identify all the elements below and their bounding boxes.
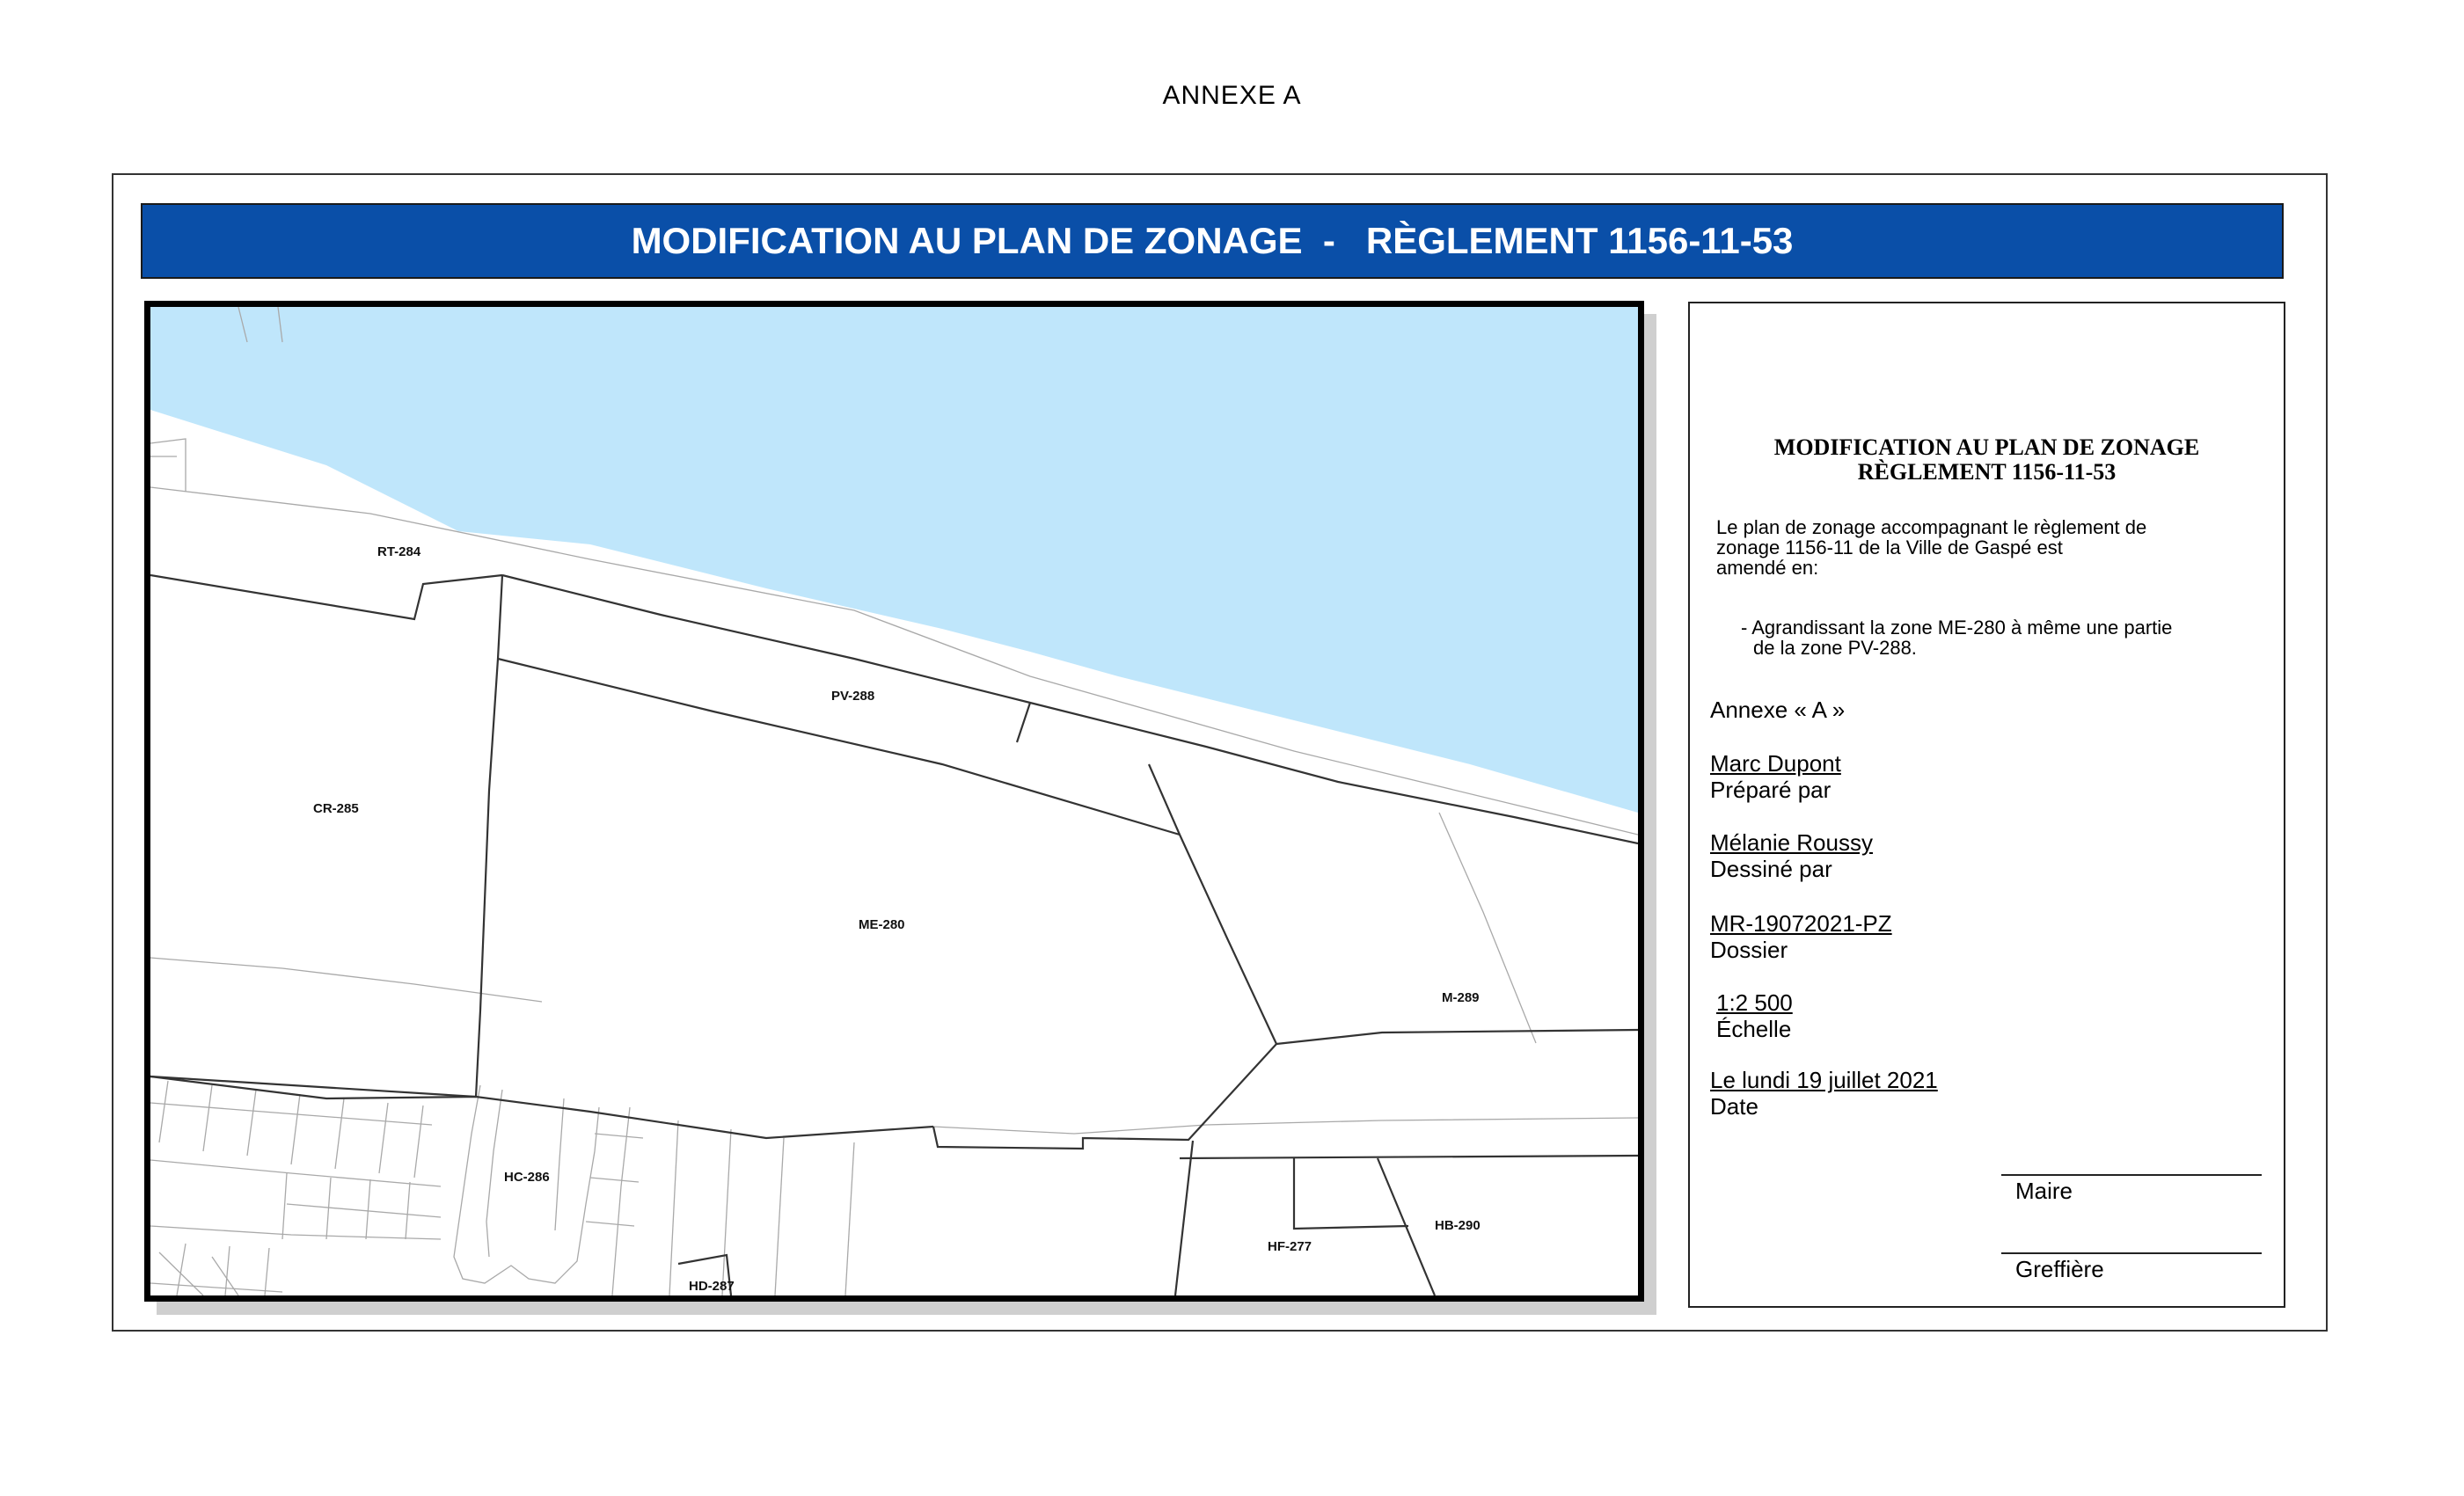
annexe-heading: ANNEXE A <box>1162 81 1302 110</box>
description-line: Le plan de zonage accompagnant le règlement de <box>1716 516 2147 538</box>
info-panel <box>1688 302 2285 1308</box>
panel-annexe: Annexe « A » <box>1710 697 1846 723</box>
drawn-by-label: Dessiné par <box>1710 856 1832 882</box>
prepared-by-value: Marc Dupont <box>1710 750 1841 777</box>
prepared-by-field <box>1710 750 1841 803</box>
bullet-line: - Agrandissant la zone ME-280 à même une partie <box>1741 617 2173 639</box>
panel-description <box>1716 517 2244 578</box>
zone-label: HB-290 <box>1435 1218 1481 1233</box>
signature-label-clerk: Greffière <box>2015 1256 2104 1282</box>
scale-label: Échelle <box>1716 1016 1792 1042</box>
water-area <box>150 307 1638 813</box>
drawn-by-value: Mélanie Roussy <box>1710 829 1873 856</box>
panel-title <box>1690 435 2284 485</box>
zone-label: HD-287 <box>689 1279 735 1294</box>
zoning-map-svg <box>150 307 1638 1295</box>
panel-bullet <box>1741 617 2260 658</box>
panel-title-line: RÈGLEMENT 1156-11-53 <box>1857 459 2117 485</box>
zone-label: RT-284 <box>377 544 421 559</box>
bullet-line: de la zone PV-288. <box>1753 637 1917 659</box>
title-bar: MODIFICATION AU PLAN DE ZONAGE - RÈGLEMENT 1156-11-53 <box>141 203 2284 279</box>
prepared-by-label: Préparé par <box>1710 777 1832 803</box>
zoning-map <box>144 301 1644 1302</box>
dossier-field <box>1710 910 1892 963</box>
signature-line-clerk <box>2001 1252 2262 1254</box>
zone-label: HC-286 <box>504 1170 550 1185</box>
dossier-label: Dossier <box>1710 937 1788 963</box>
signature-label-mayor: Maire <box>2015 1178 2073 1204</box>
zone-label: ME-280 <box>859 917 905 932</box>
zone-label: CR-285 <box>313 801 359 816</box>
description-line: amendé en: <box>1716 557 1819 579</box>
zone-label: PV-288 <box>831 689 875 704</box>
signature-line-mayor <box>2001 1174 2262 1176</box>
date-value: Le lundi 19 juillet 2021 <box>1710 1067 1938 1093</box>
zone-label: HF-277 <box>1268 1239 1312 1254</box>
date-label: Date <box>1710 1093 1758 1120</box>
zone-label: M-289 <box>1442 990 1480 1005</box>
drawn-by-field <box>1710 829 1873 882</box>
date-field <box>1710 1067 1938 1120</box>
description-line: zonage 1156-11 de la Ville de Gaspé est <box>1716 536 2063 558</box>
dossier-value: MR-19072021-PZ <box>1710 910 1892 937</box>
scale-field <box>1716 989 1793 1042</box>
panel-title-line: MODIFICATION AU PLAN DE ZONAGE <box>1773 434 2200 460</box>
scale-value: 1:2 500 <box>1716 989 1793 1016</box>
